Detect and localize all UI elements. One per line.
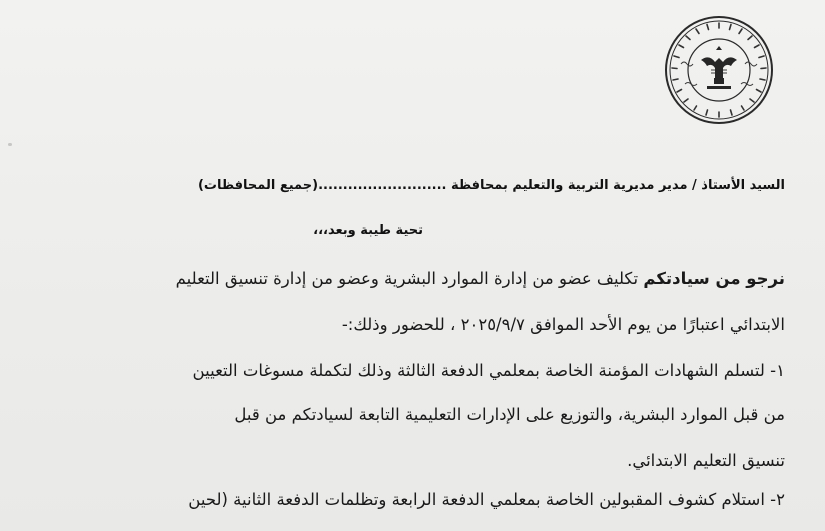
greeting-line: تحية طيبة وبعد،،، <box>313 223 423 238</box>
paragraph-1-rest: تكليف عضو من إدارة الموارد البشرية وعضو من إدارة تنسيق التعليم <box>175 269 644 288</box>
paragraph-1-line-2: الابتدائي اعتبارًا من يوم الأحد الموافق ٢٠٢٥/٩/٧ ، للحضور وذلك:- <box>341 315 785 334</box>
ministry-seal <box>663 14 775 126</box>
paragraph-1-lead: نرجو من سيادتكم <box>643 269 785 288</box>
item-1-line-2: من قبل الموارد البشرية، والتوزيع على الإدارات التعليمية التابعة لسيادتكم من قبل <box>234 405 785 424</box>
item-2-line-1: ٢- استلام كشوف المقبولين الخاصة بمعلمي الدفعة الرابعة وتظلمات الدفعة الثانية (لحين <box>188 490 785 509</box>
paragraph-1-line-1 <box>176 269 785 288</box>
item-1-line-1: ١- لتسلم الشهادات المؤمنة الخاصة بمعلمي الدفعة الثالثة وذلك لتكملة مسوغات التعيين <box>192 361 785 380</box>
item-1-line-3: تنسيق التعليم الابتدائي. <box>627 451 785 470</box>
scan-speck <box>8 143 12 146</box>
addressee-line: السيد الأستاذ / مدير مديرية التربية والتعليم بمحافظة ..........................(جميع المحافظات) <box>197 178 785 193</box>
